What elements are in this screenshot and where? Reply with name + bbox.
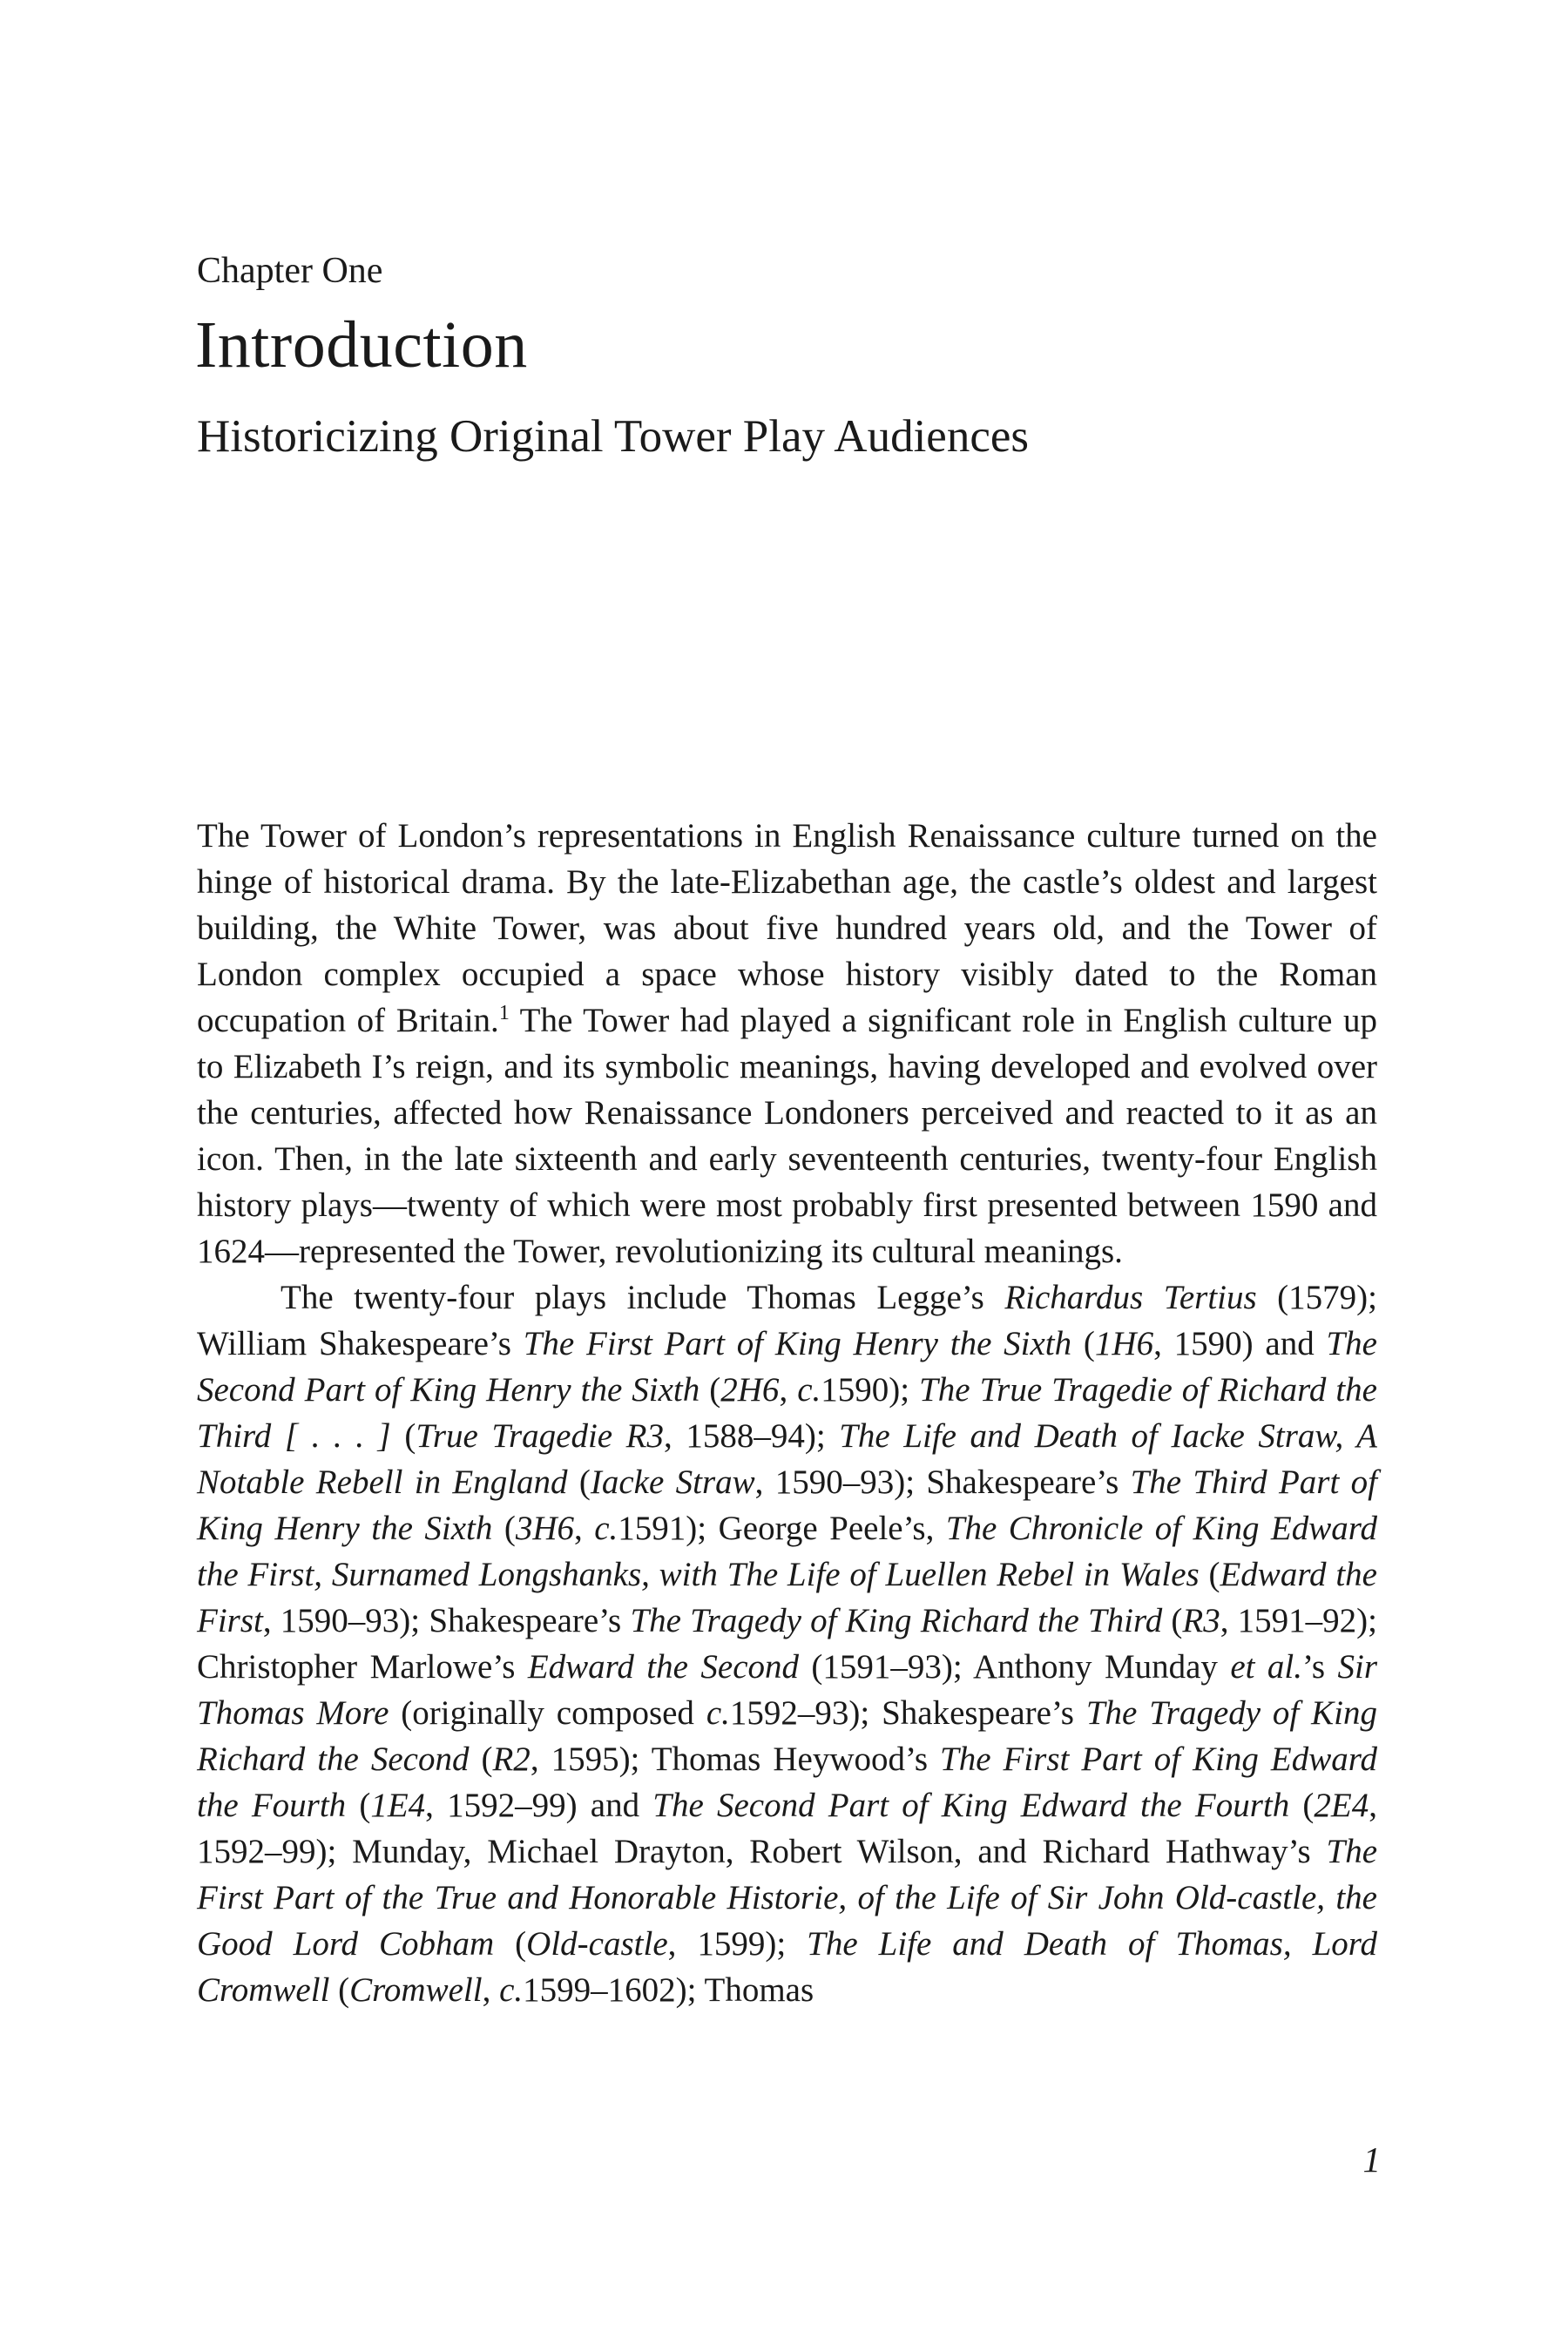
text-run: 1599–1602); Thomas	[523, 1971, 814, 2009]
text-run: (	[469, 1740, 493, 1778]
italic-abbrev: 2H6	[720, 1371, 780, 1409]
italic-abbrev: c.	[797, 1371, 821, 1409]
italic-abbrev: et al.	[1230, 1648, 1303, 1686]
page-number: 1	[1362, 2139, 1381, 2180]
italic-title: The True Tragedie of Richard the Third [ . . . ]	[197, 1371, 1377, 1455]
text-run: ,	[482, 1971, 500, 2009]
italic-abbrev: c.	[706, 1694, 730, 1732]
italic-abbrev: Edward the First	[197, 1556, 1377, 1639]
text-run: , 1590–93); Shakespeare’s	[754, 1463, 1131, 1501]
italic-title: The Second Part of King Edward the Fourth	[652, 1787, 1290, 1824]
italic-title: The Third Part of King Henry the Sixth	[197, 1463, 1377, 1547]
text-run: The Tower had played a significant role in English culture up to Elizabeth I’s reign, and its symbolic meanings, having developed and evolved over the centuries, affected how Renaissance Londoners perceived and reacted to it as an icon. Then, in the late sixteenth and early seventeenth centuries, twenty-four English history plays—twenty of which were most probably first presented between 1590 and 1624—represented the Tower, revolutionizing its cultural meanings.	[197, 1002, 1378, 1270]
text-run: 1591); George Peele’s,	[618, 1510, 946, 1547]
text-run: , 1591–92); Christopher Marlowe’s	[197, 1602, 1377, 1686]
text-run: , 1599);	[667, 1925, 808, 1963]
italic-title: The First Part of the True and Honorable Historie, of the Life of Sir John Old-castle, the Good Lord Cobham	[197, 1833, 1377, 1963]
text-run: 1590);	[821, 1371, 920, 1409]
text-run: ,	[779, 1371, 798, 1409]
text-run: 1592–93); Shakespeare’s	[729, 1694, 1086, 1732]
italic-title: The Second Part of King Henry the Sixth	[197, 1325, 1377, 1409]
text-run: , 1590–93); Shakespeare’s	[262, 1602, 631, 1639]
text-run: (	[1162, 1602, 1183, 1639]
text-run: (1591–93); Anthony Munday	[799, 1648, 1231, 1686]
paragraph-1	[197, 813, 1377, 1274]
italic-title: Sir Thomas More	[197, 1648, 1377, 1732]
italic-abbrev: R2	[492, 1740, 531, 1778]
italic-title: Richardus Tertius	[1004, 1279, 1257, 1316]
italic-title: The Tragedy of King Richard the Third	[630, 1602, 1163, 1639]
text-run: , 1588–94);	[664, 1417, 840, 1455]
text-run: (	[390, 1417, 416, 1455]
text-run: ’s	[1302, 1648, 1338, 1686]
text-run: (	[1071, 1325, 1095, 1362]
chapter-label: Chapter One	[197, 251, 383, 291]
text-run: (	[494, 1925, 527, 1963]
text-run: , 1592–99) and	[425, 1787, 653, 1824]
text-run: The Tower of London’s representations in English Renaissance culture turned on the hinge of historical drama. By the late-Elizabethan age, the castle’s oldest and largest building, the White Tower, was about five hundred years old, and the Tower of London complex occupied a space whose history visibly dated to the Roman occupation of Britain.	[197, 817, 1377, 1039]
italic-abbrev: Cromwell	[349, 1971, 483, 2009]
text-run: (	[1289, 1787, 1315, 1824]
italic-title: The First Part of King Henry the Sixth	[523, 1325, 1072, 1362]
italic-abbrev: True Tragedie R3	[416, 1417, 664, 1455]
text-run: The twenty-four plays include Thomas Legge’s	[280, 1279, 1005, 1316]
text-run: , 1590) and	[1153, 1325, 1327, 1362]
chapter-subtitle: Historicizing Original Tower Play Audiences	[197, 411, 1030, 462]
text-run: , 1592–99); Munday, Michael Drayton, Robert Wilson, and Richard Hathway’s	[197, 1787, 1377, 1870]
italic-title: The Life and Death of Thomas, Lord Cromwell	[197, 1925, 1377, 2009]
text-run: (	[567, 1463, 591, 1501]
paragraph-2	[197, 1274, 1377, 2013]
text-run: (1579); William Shakespeare’s	[197, 1279, 1377, 1362]
text-run: ,	[574, 1510, 595, 1547]
italic-title: The First Part of King Edward the Fourth	[197, 1740, 1377, 1824]
italic-abbrev: 3H6	[515, 1510, 574, 1547]
body-text	[197, 813, 1377, 2013]
italic-abbrev: Iacke Straw	[590, 1463, 755, 1501]
text-run: (	[346, 1787, 371, 1824]
text-run: (	[492, 1510, 516, 1547]
text-run: (	[329, 1971, 350, 2009]
italic-title: The Tragedy of King Richard the Second	[197, 1694, 1377, 1778]
italic-abbrev: R3	[1182, 1602, 1220, 1639]
text-run: (	[1199, 1556, 1220, 1593]
italic-abbrev: c.	[499, 1971, 524, 2009]
italic-title: Edward the Second	[527, 1648, 799, 1686]
italic-abbrev: 2E4	[1314, 1787, 1369, 1824]
italic-abbrev: c.	[594, 1510, 618, 1547]
text-run: (	[700, 1371, 721, 1409]
italic-abbrev: Old-castle	[526, 1925, 668, 1963]
chapter-title: Introduction	[195, 308, 528, 382]
text-run: , 1595); Thomas Heywood’s	[530, 1740, 941, 1778]
footnote-ref[interactable]: 1	[498, 1002, 510, 1024]
italic-title: The Life and Death of Iacke Straw, A Notable Rebell in England	[197, 1417, 1377, 1501]
italic-abbrev: 1H6	[1094, 1325, 1154, 1362]
text-run: (originally composed	[389, 1694, 706, 1732]
italic-abbrev: 1E4	[370, 1787, 426, 1824]
italic-title: The Chronicle of King Edward the First, Surnamed Longshanks, with The Life of Luellen Rebel in Wales	[197, 1510, 1378, 1593]
